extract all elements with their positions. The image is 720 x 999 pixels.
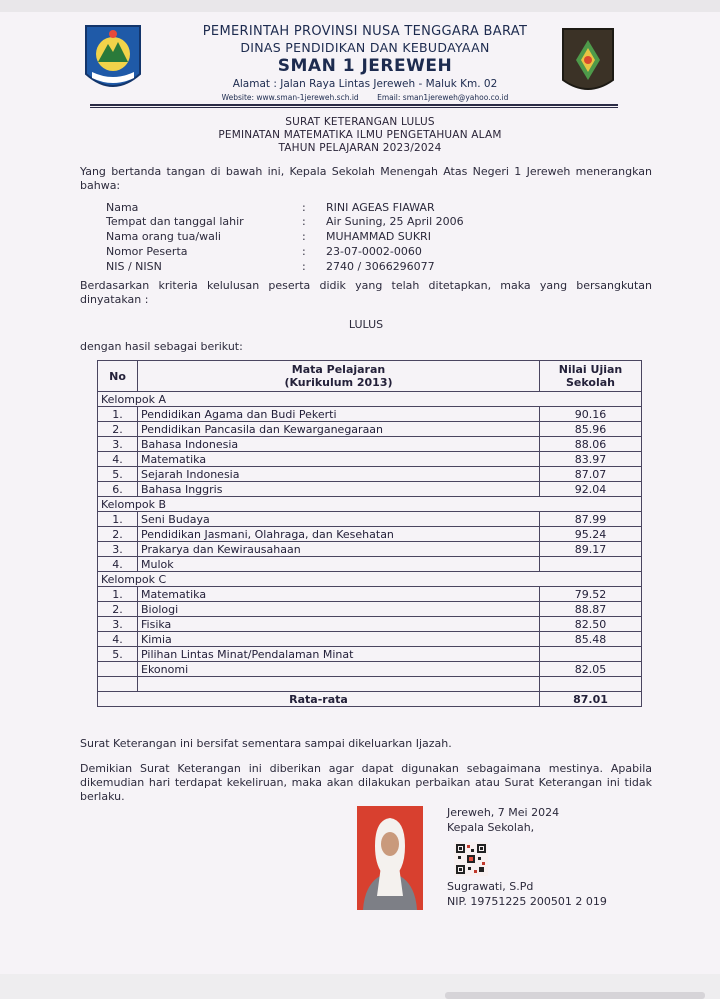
result-status: LULUS — [348, 318, 384, 331]
row-number: 4. — [98, 452, 138, 467]
row-number: 2. — [98, 602, 138, 617]
row-number: 5. — [98, 647, 138, 662]
subject-score: 87.99 — [540, 512, 642, 527]
row-number: 2. — [98, 422, 138, 437]
subject-name: Pendidikan Jasmani, Olahraga, dan Kesehatan — [138, 527, 540, 542]
row-number: 2. — [98, 527, 138, 542]
group-header-row — [98, 497, 642, 512]
table-row — [98, 557, 642, 572]
average-row — [98, 692, 642, 707]
letterhead-rule-thin — [90, 107, 618, 108]
subject-name: Biologi — [138, 602, 540, 617]
table-row — [98, 482, 642, 497]
student-info-colon: : — [302, 245, 306, 258]
row-number: 3. — [98, 437, 138, 452]
subject-name — [138, 677, 540, 692]
subject-score: 90.16 — [540, 407, 642, 422]
subject-score: 88.87 — [540, 602, 642, 617]
student-info-label: Nama orang tua/wali — [106, 230, 221, 243]
table-row — [98, 422, 642, 437]
row-number: 4. — [98, 632, 138, 647]
subject-score: 79.52 — [540, 587, 642, 602]
subject-score: 85.48 — [540, 632, 642, 647]
signatory-nip: NIP. 19751225 200501 2 019 — [447, 895, 607, 908]
subject-score: 87.07 — [540, 467, 642, 482]
table-row — [98, 527, 642, 542]
average-value: 87.01 — [540, 692, 642, 707]
table-row — [98, 617, 642, 632]
row-number: 5. — [98, 467, 138, 482]
col-header-subject-line2: (Kurikulum 2013) — [284, 376, 393, 389]
student-info-label: NIS / NISN — [106, 260, 162, 273]
subject-name: Pendidikan Pancasila dan Kewarganegaraan — [138, 422, 540, 437]
table-row — [98, 437, 642, 452]
letterhead-contact — [160, 93, 570, 102]
subject-name: Pilihan Lintas Minat/Pendalaman Minat — [138, 647, 540, 662]
grades-table — [97, 360, 642, 707]
document-year: TAHUN PELAJARAN 2023/2024 — [278, 142, 442, 154]
group-header-row — [98, 572, 642, 587]
subject-name: Ekonomi — [138, 662, 540, 677]
table-row — [98, 647, 642, 662]
table-row — [98, 587, 642, 602]
subject-score: 88.06 — [540, 437, 642, 452]
temporary-note: Surat Keterangan ini bersifat sementara sampai dikeluarkan Ijazah. — [80, 737, 452, 750]
document-title: SURAT KETERANGAN LULUS — [285, 116, 435, 128]
student-info-row — [106, 230, 431, 243]
student-info-value: RINI AGEAS FIAWAR — [326, 201, 435, 214]
group-name: Kelompok A — [98, 392, 642, 407]
subject-name: Pendidikan Agama dan Budi Pekerti — [138, 407, 540, 422]
criteria-paragraph: Berdasarkan kriteria kelulusan peserta didik yang telah ditetapkan, maka yang bersangkutan dinyatakan : — [80, 279, 652, 306]
student-info-row — [106, 215, 464, 228]
table-row — [98, 467, 642, 482]
subject-name: Bahasa Indonesia — [138, 437, 540, 452]
row-number: 3. — [98, 617, 138, 632]
student-info-value: 2740 / 3066296077 — [326, 260, 435, 273]
results-intro: dengan hasil sebagai berikut: — [80, 340, 243, 353]
table-row — [98, 677, 642, 692]
subject-name: Matematika — [138, 587, 540, 602]
home-indicator[interactable] — [445, 992, 705, 999]
intro-paragraph: Yang bertanda tangan di bawah ini, Kepala Sekolah Menengah Atas Negeri 1 Jereweh menerangkan bahwa: — [80, 165, 652, 192]
subject-score: 95.24 — [540, 527, 642, 542]
subject-name: Matematika — [138, 452, 540, 467]
student-info-value: Air Suning, 25 April 2006 — [326, 215, 464, 228]
letterhead-rule — [90, 104, 618, 106]
average-label: Rata-rata — [98, 692, 540, 707]
subject-name: Mulok — [138, 557, 540, 572]
student-info-value: 23-07-0002-0060 — [326, 245, 422, 258]
subject-score: 82.05 — [540, 662, 642, 677]
row-number — [98, 677, 138, 692]
student-info-row — [106, 201, 435, 214]
closing-paragraph: Demikian Surat Keterangan ini diberikan agar dapat digunakan sebagaimana mestinya. Apabila dikemudian hari terdapat kekeliruan, maka akan dilakukan perbaikan atau Surat Keterangan ini tidak berlaku. — [80, 762, 652, 803]
letterhead-school-name: SMAN 1 JEREWEH — [277, 56, 453, 76]
student-info-row — [106, 245, 422, 258]
table-row — [98, 662, 642, 677]
table-row — [98, 407, 642, 422]
col-header-score — [540, 361, 642, 392]
qr-code-signature — [454, 842, 488, 876]
group-name: Kelompok C — [98, 572, 642, 587]
student-info-colon: : — [302, 201, 306, 214]
student-info-label: Nomor Peserta — [106, 245, 188, 258]
subject-name: Seni Budaya — [138, 512, 540, 527]
signatory-name: Sugrawati, S.Pd — [447, 880, 534, 893]
row-number: 1. — [98, 587, 138, 602]
row-number: 1. — [98, 407, 138, 422]
signature-place-date: Jereweh, 7 Mei 2024 — [447, 806, 560, 819]
student-info-colon: : — [302, 230, 306, 243]
col-header-subject — [138, 361, 540, 392]
row-number — [98, 662, 138, 677]
subject-score: 89.17 — [540, 542, 642, 557]
letterhead-address: Alamat : Jalan Raya Lintas Jereweh - Maluk Km. 02 — [232, 78, 498, 90]
row-number: 4. — [98, 557, 138, 572]
letterhead-department: DINAS PENDIDIKAN DAN KEBUDAYAAN — [240, 40, 490, 55]
table-row — [98, 512, 642, 527]
student-info-label: Tempat dan tanggal lahir — [106, 215, 244, 228]
subject-score — [540, 647, 642, 662]
province-emblem-logo — [82, 22, 144, 98]
subject-name: Kimia — [138, 632, 540, 647]
row-number: 6. — [98, 482, 138, 497]
subject-score: 83.97 — [540, 452, 642, 467]
student-info-colon: : — [302, 260, 306, 273]
table-row — [98, 602, 642, 617]
subject-name: Prakarya dan Kewirausahaan — [138, 542, 540, 557]
document-subtitle: PEMINATAN MATEMATIKA ILMU PENGETAHUAN ALAM — [218, 129, 502, 141]
subject-score: 92.04 — [540, 482, 642, 497]
subject-score: 82.50 — [540, 617, 642, 632]
table-row — [98, 632, 642, 647]
subject-score — [540, 557, 642, 572]
student-info-value: MUHAMMAD SUKRI — [326, 230, 431, 243]
table-row — [98, 542, 642, 557]
row-number: 1. — [98, 512, 138, 527]
signature-position: Kepala Sekolah, — [447, 821, 535, 834]
student-info-label: Nama — [106, 201, 139, 214]
table-header-row — [98, 361, 642, 392]
table-row — [98, 452, 642, 467]
col-header-no: No — [98, 361, 138, 392]
subject-name: Fisika — [138, 617, 540, 632]
row-number: 3. — [98, 542, 138, 557]
subject-name: Bahasa Inggris — [138, 482, 540, 497]
letterhead-website: Website: www.sman-1jereweh.sch.id — [221, 93, 359, 102]
subject-score: 85.96 — [540, 422, 642, 437]
group-header-row — [98, 392, 642, 407]
col-header-score-line2: Sekolah — [566, 376, 615, 389]
student-info-row — [106, 260, 435, 273]
letterhead-email: Email: sman1jereweh@yahoo.co.id — [377, 93, 509, 102]
col-header-subject-line1: Mata Pelajaran — [291, 363, 386, 376]
subject-score — [540, 677, 642, 692]
col-header-score-line1: Nilai Ujian — [558, 363, 623, 376]
student-photo — [357, 806, 423, 910]
letterhead-government: PEMERINTAH PROVINSI NUSA TENGGARA BARAT — [202, 24, 528, 39]
subject-name: Sejarah Indonesia — [138, 467, 540, 482]
group-name: Kelompok B — [98, 497, 642, 512]
student-info-colon: : — [302, 215, 306, 228]
